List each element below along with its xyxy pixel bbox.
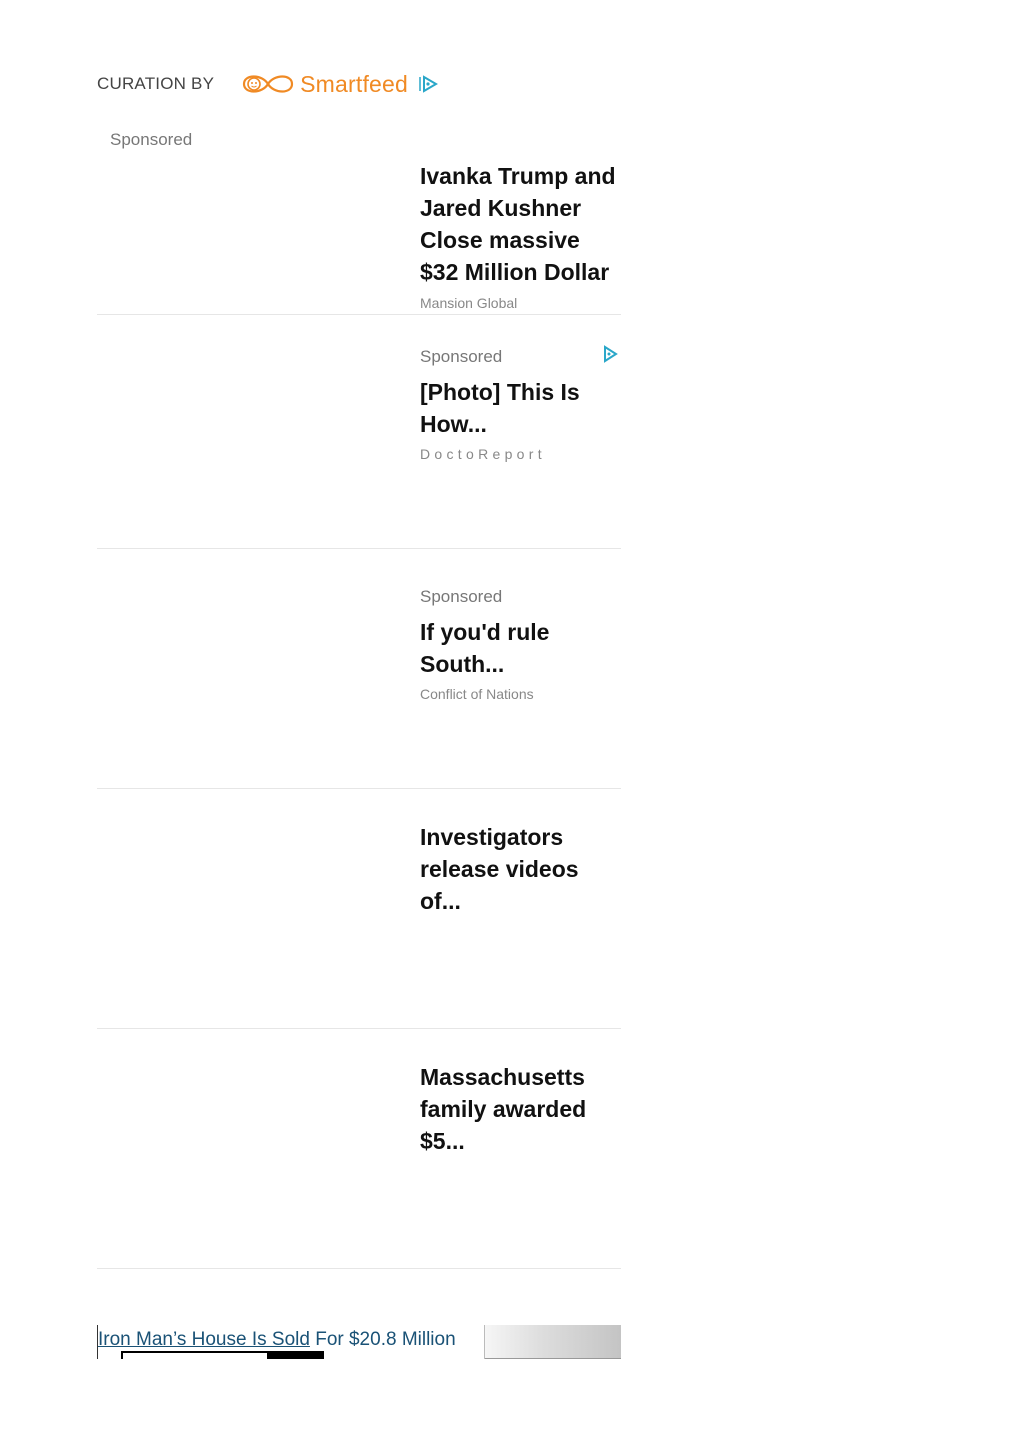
item-headline[interactable]: Investigators release videos of... xyxy=(420,824,579,914)
item-source: Mansion Global xyxy=(420,295,518,311)
curation-label: CURATION BY xyxy=(97,74,215,93)
sponsored-label: Sponsored xyxy=(420,347,503,366)
bottom-article-link[interactable] xyxy=(98,1329,456,1351)
smartfeed-brand[interactable] xyxy=(240,69,438,99)
item-thumbnail[interactable] xyxy=(97,1029,397,1268)
feed-item[interactable] xyxy=(97,549,621,789)
feed-item[interactable] xyxy=(97,1029,621,1269)
smartfeed-logo-icon xyxy=(240,69,296,99)
bar-fill xyxy=(267,1351,324,1359)
item-headline[interactable]: If you'd rule South... xyxy=(420,619,550,677)
curation-header xyxy=(97,64,438,104)
item-thumbnail[interactable] xyxy=(97,127,397,314)
feed-item[interactable] xyxy=(97,789,621,1029)
feed-item[interactable] xyxy=(97,315,621,549)
item-headline[interactable]: Ivanka Trump and Jared Kushner Close massive $32 Million Dollar xyxy=(420,163,616,285)
feed-item[interactable] xyxy=(97,127,621,315)
item-source: DoctoReport xyxy=(420,446,546,462)
bottom-ad-strip xyxy=(97,1325,621,1359)
bar-outline xyxy=(121,1351,267,1359)
bottom-link-underlined: Iron Man’s House Is Sold xyxy=(98,1329,310,1350)
item-headline[interactable]: [Photo] This Is How... xyxy=(420,379,580,437)
item-thumbnail[interactable] xyxy=(97,789,397,1028)
smartfeed-brand-name: Smartfeed xyxy=(300,70,409,97)
sponsored-label: Sponsored xyxy=(110,130,193,149)
sponsored-label: Sponsored xyxy=(420,587,503,606)
item-thumbnail[interactable] xyxy=(97,315,397,548)
item-thumbnail[interactable] xyxy=(97,549,397,788)
item-headline[interactable]: Massachusetts family awarded $5... xyxy=(420,1064,587,1154)
bottom-link-rest: For $20.8 Million xyxy=(309,1329,456,1350)
adchoices-icon[interactable] xyxy=(418,74,438,94)
item-source: Conflict of Nations xyxy=(420,686,534,702)
